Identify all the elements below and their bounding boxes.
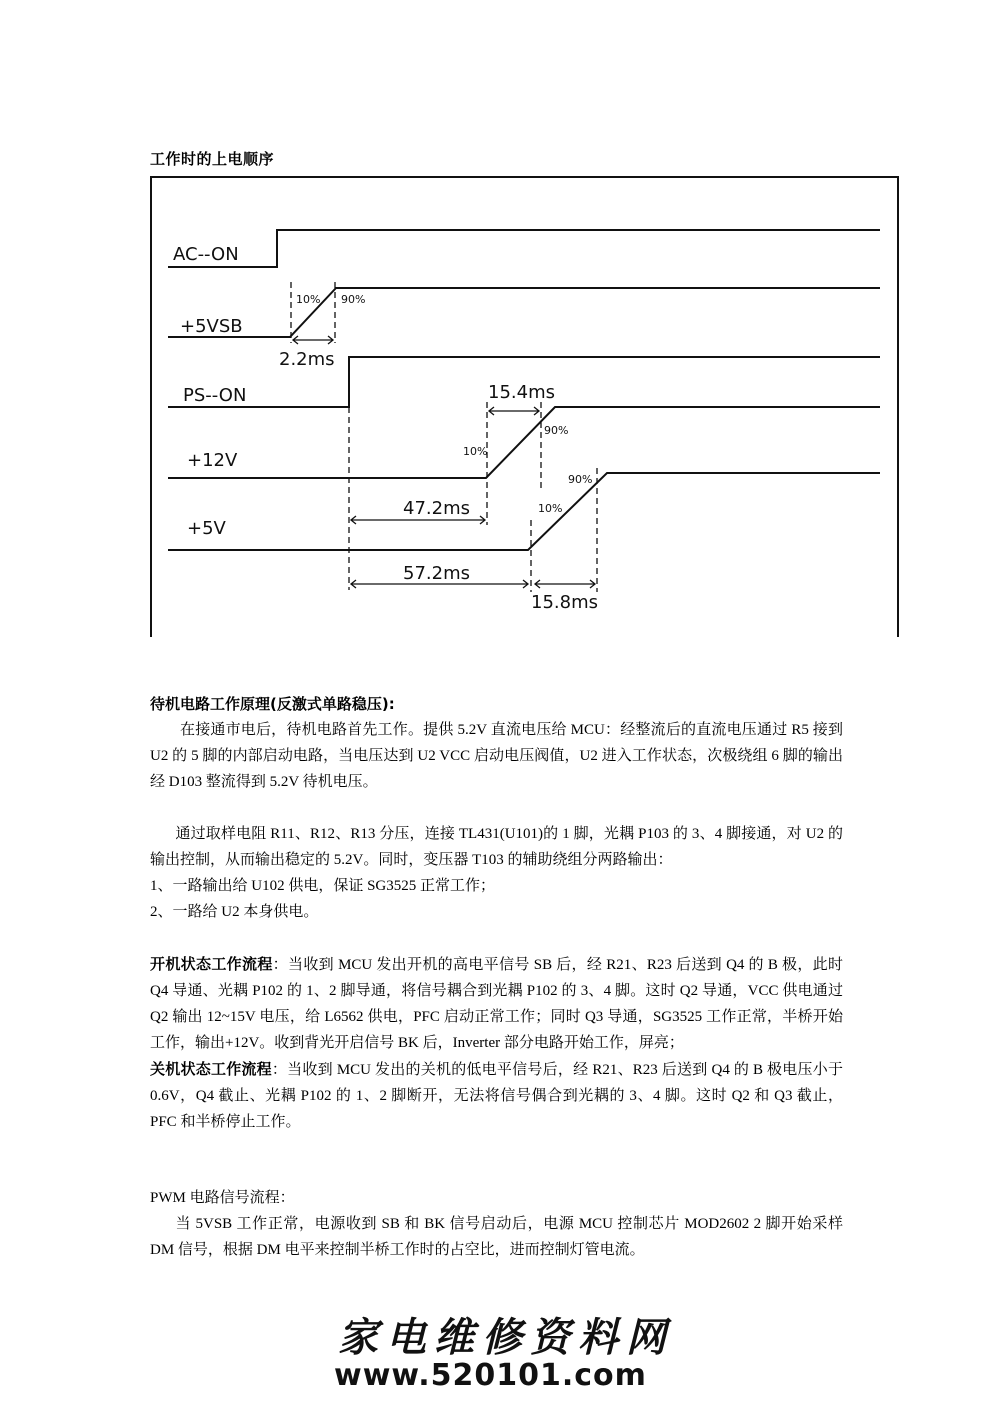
power-on-label: 开机状态工作流程	[150, 955, 273, 973]
pwm-text: 当 5VSB 工作正常，电源收到 SB 和 BK 信号启动后，电源 MCU 控制芯片 MOD2602 2 脚开始采样 DM 信号，根据 DM 电平来控制半桥工作时的占空比，进而控制灯管电流。	[150, 1216, 843, 1258]
watermark-url: www.520101.com	[334, 1358, 647, 1393]
label-12v-10: 10%	[463, 445, 488, 458]
power-off-label: 关机状态工作流程	[150, 1060, 272, 1078]
timing-5vsb-rise: 2.2ms	[279, 349, 335, 370]
label-5vsb-90: 90%	[341, 293, 366, 306]
power-on-text: ：当收到 MCU 发出开机的高电平信号 SB 后，经 R21、R23 后送到 Q4 的 B 极，此时 Q4 导通、光耦 P102 的 1、2 脚导通，将信号耦合到光耦 P102 的 3、4 脚。这时 Q2 导通，VCC 供电通过 Q2 输出 12~15V 电压，给 L6562 供电，PFC 启动正常工作；同时 Q3 导通，SG3525 工作正常，半桥开始工作，输出+12V。收到背光开启信号 BK 后，Inverter 部分电路开始工作，屏亮；	[150, 957, 843, 1051]
standby-section	[150, 691, 843, 795]
signal-12v: +12V	[187, 450, 238, 471]
standby-section-2	[150, 821, 843, 925]
wave-ac-on	[168, 230, 880, 267]
power-off-text: ：当收到 MCU 发出的关机的低电平信号后，经 R21、R23 后送到 Q4 的 B 极电压小于 0.6V，Q4 截止、光耦 P102 的 1、2 脚断开，无法将信号偶合到光耦的 3、4 脚。这时 Q2 和 Q3 截止，PFC 和半桥停止工作。	[150, 1062, 843, 1130]
timing-pson-to-12v: 47.2ms	[403, 498, 470, 519]
wave-5v	[168, 473, 880, 550]
label-5vsb-10: 10%	[296, 293, 321, 306]
standby-item2: 2、一路给 U2 本身供电。	[150, 904, 319, 920]
pwm-heading: PWM 电路信号流程：	[150, 1190, 295, 1206]
standby-para2: 通过取样电阻 R11、R12、R13 分压，连接 TL431(U101)的 1 脚，光耦 P103 的 3、4 脚接通，对 U2 的输出控制，从而输出稳定的 5.2V。同时，变压器 T103 的辅助绕组分两路输出：	[150, 826, 843, 868]
timing-5v-rise: 15.8ms	[531, 592, 598, 613]
diagram-title: 工作时的上电顺序	[150, 150, 275, 168]
timing-pson-to-5v: 57.2ms	[403, 563, 470, 584]
signal-ps-on: PS--ON	[183, 385, 247, 406]
power-off-paragraph	[150, 1056, 843, 1135]
power-sequence-diagram	[0, 0, 993, 650]
signal-5v: +5V	[187, 518, 226, 539]
timing-svg	[0, 0, 993, 650]
standby-para1: 在接通市电后，待机电路首先工作。提供 5.2V 直流电压给 MCU：经整流后的直流电压通过 R5 接到 U2 的 5 脚的内部启动电路，当电压达到 U2 VCC 启动电压阀值，U2 进入工作状态，次极绕组 6 脚的输出经 D103 整流得到 5.2V 待机电压。	[150, 722, 843, 790]
label-5v-10: 10%	[538, 502, 563, 515]
standby-item1: 1、一路输出给 U102 供电，保证 SG3525 正常工作；	[150, 878, 496, 894]
power-on-paragraph	[150, 951, 843, 1056]
pwm-section	[150, 1185, 843, 1263]
timing-12v-rise: 15.4ms	[488, 382, 555, 403]
standby-heading: 待机电路工作原理(反激式单路稳压):	[150, 695, 395, 713]
power-section	[150, 951, 843, 1135]
label-12v-90: 90%	[544, 424, 569, 437]
label-5v-90: 90%	[568, 473, 593, 486]
signal-5vsb: +5VSB	[180, 316, 243, 337]
wave-12v	[168, 407, 880, 478]
watermark-title: 家电维修资料网	[338, 1314, 674, 1361]
wave-5vsb	[168, 288, 880, 337]
signal-ac-on: AC--ON	[173, 244, 239, 265]
